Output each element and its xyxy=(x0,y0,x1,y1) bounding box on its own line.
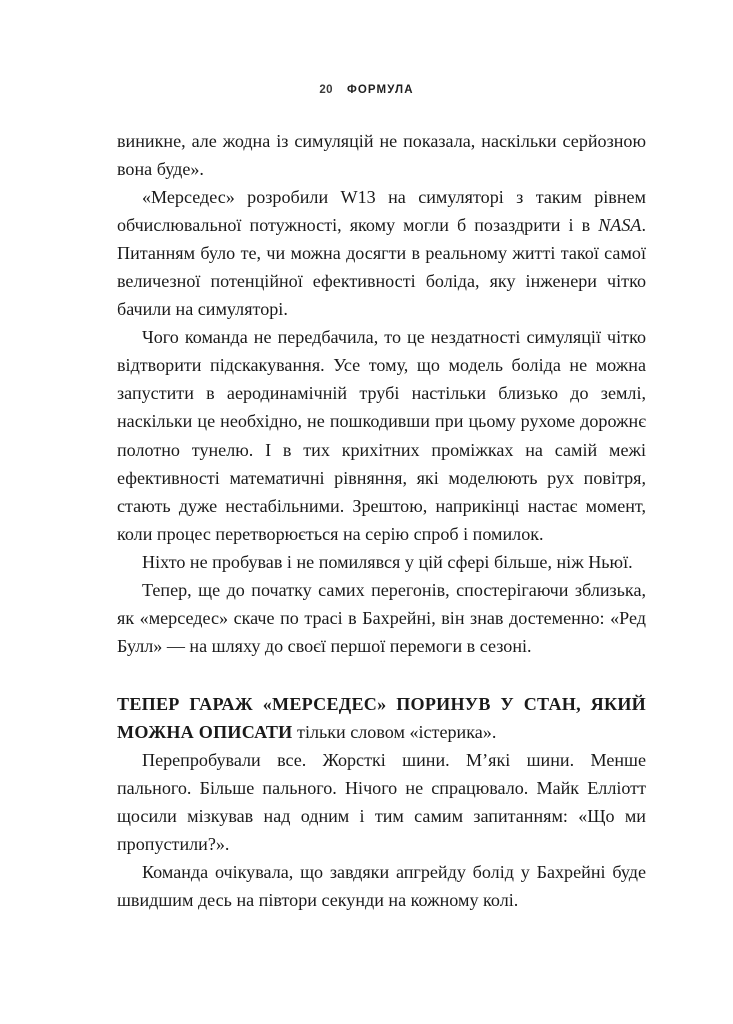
paragraph-4: Ніхто не пробував і не помилявся у цій сфері більше, ніж Ньюї. xyxy=(142,551,633,572)
paragraph-2-italic-nasa: NASA xyxy=(598,215,642,236)
running-head xyxy=(0,84,733,96)
paragraph-2-text-before-italic: «Мерседес» розробили W13 на симуляторі з таким рівнем обчислювальної потужності, якому могли б позаздрити і в xyxy=(117,187,646,236)
page-folio-number: 20 xyxy=(319,84,333,96)
running-head-title: ФОРМУЛА xyxy=(346,84,414,96)
paragraph-1: виникне, але жодна із симуляцій не показала, наскільки серйозною вона буде». xyxy=(117,131,646,180)
paragraph-3: Чого команда не передбачила, то це нездатності симуляції чітко відтворити підскакування. Усе тому, що модель боліда не можна запустити в аеродинамічній трубі настільки близько до землі, наскільки це необхідно, не пошкодивши при цьому рухоме дорожнє полотно тунелю. І в тих крихітних проміжках на самій межі ефективності математичні рівняння, які моделюють рух повітря, стають дуже нестабільними. Зрештою, наприкінці настає момент, коли процес перетворюється на серію спроб і помилок. xyxy=(117,327,646,544)
paragraph-7: Команда очікувала, що завдяки апгрейду болід у Бахрейні буде швидшим десь на півтори секунди на кожному колі. xyxy=(117,862,646,911)
lead-in-tail: тільки словом «істерика». xyxy=(292,721,497,742)
paragraph-6: Перепробували все. Жорсткі шини. М’які шини. Менше пального. Більше пального. Нічого не спрацювало. Майк Елліотт щосили мізкував над одним і тим самим запитанням: «Що ми пропустили?». xyxy=(117,749,646,855)
lead-in-heading xyxy=(117,690,646,746)
paragraph-5: Тепер, ще до початку самих перегонів, спостерігаючи зблизька, як «мерседес» скаче по трасі в Бахрейні, він знав достеменно: «Ред Булл» — на шляху до своєї першої перемоги в сезоні. xyxy=(117,579,646,656)
body-text-block xyxy=(117,127,646,914)
lead-in-caps: ТЕПЕР ГАРАЖ «МЕРСЕДЕС» ПОРИНУВ У СТАН, ЯКИЙ МОЖНА ОПИСАТИ xyxy=(117,693,646,742)
paragraph-2 xyxy=(117,183,646,323)
paragraph-2-text-after-italic: . Питанням було те, чи можна досягти в реальному житті такої самої величезної потенційної ефективності боліда, яку інженери чітко бачили на симуляторі. xyxy=(117,215,646,320)
